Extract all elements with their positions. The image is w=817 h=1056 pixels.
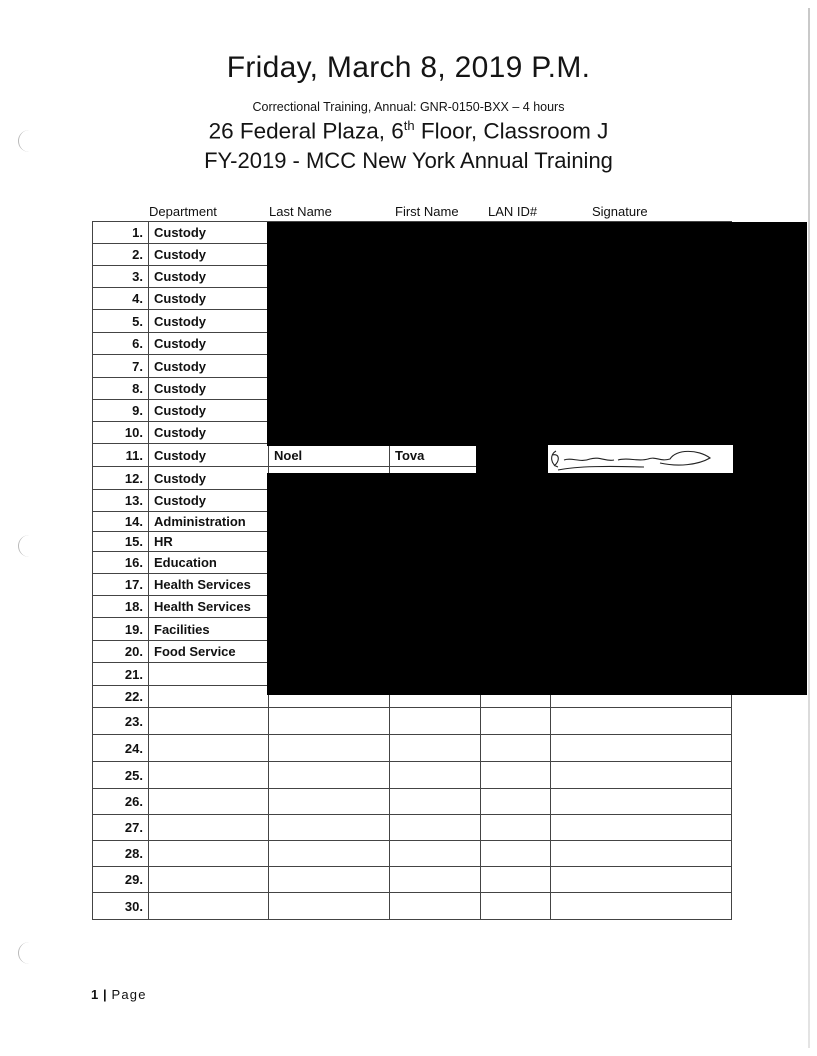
department-cell: Administration: [149, 512, 269, 532]
department-cell: [149, 893, 269, 920]
row-number: 29.: [93, 867, 149, 893]
first-name-cell: [390, 815, 481, 841]
row-number: 30.: [93, 893, 149, 920]
binder-hole-mark: [18, 942, 29, 964]
department-cell: [149, 663, 269, 686]
department-cell: Food Service: [149, 641, 269, 663]
department-cell: Custody: [149, 444, 269, 467]
row-number: 22.: [93, 686, 149, 708]
redaction-block-top: [267, 222, 807, 446]
last-name-cell: [269, 867, 390, 893]
last-name-cell: [269, 708, 390, 735]
department-cell: Custody: [149, 355, 269, 378]
first-name-cell: [390, 735, 481, 762]
last-name-cell: Noel: [269, 444, 390, 467]
row-number: 4.: [93, 288, 149, 310]
signature-cell: [551, 867, 732, 893]
department-cell: Custody: [149, 490, 269, 512]
location-text-end: Floor, Classroom J: [414, 118, 609, 144]
page-label: Page: [111, 987, 147, 1002]
page-footer: [91, 987, 147, 1002]
row-number: 14.: [93, 512, 149, 532]
location-text: 26 Federal Plaza, 6: [208, 118, 404, 144]
redaction-block-right-row-11: [733, 445, 807, 474]
department-cell: Custody: [149, 333, 269, 355]
department-cell: Custody: [149, 310, 269, 333]
department-cell: Custody: [149, 400, 269, 422]
table-row: [93, 867, 732, 893]
last-name-cell: [269, 735, 390, 762]
department-cell: Health Services: [149, 596, 269, 618]
department-cell: [149, 841, 269, 867]
department-cell: Custody: [149, 222, 269, 244]
redaction-block-bottom: [267, 473, 807, 695]
department-cell: [149, 762, 269, 789]
department-cell: Custody: [149, 288, 269, 310]
lan-id-cell: [481, 841, 551, 867]
row-number: 2.: [93, 244, 149, 266]
redaction-lan-id-row-11: [476, 445, 549, 474]
table-row: [93, 841, 732, 867]
row-number: 24.: [93, 735, 149, 762]
department-cell: [149, 708, 269, 735]
row-number: 25.: [93, 762, 149, 789]
table-row: [93, 815, 732, 841]
row-number: 27.: [93, 815, 149, 841]
row-number: 19.: [93, 618, 149, 641]
department-cell: [149, 735, 269, 762]
first-name-cell: [390, 841, 481, 867]
row-number: 23.: [93, 708, 149, 735]
lan-id-cell: [481, 867, 551, 893]
column-header-department: Department: [149, 204, 217, 219]
lan-id-cell: [481, 815, 551, 841]
lan-id-cell: [481, 789, 551, 815]
first-name-cell: [390, 789, 481, 815]
last-name-cell: [269, 893, 390, 920]
department-cell: Custody: [149, 378, 269, 400]
signature-row-11: [548, 445, 733, 473]
table-row: [93, 893, 732, 920]
lan-id-cell: [481, 708, 551, 735]
first-name-cell: [390, 893, 481, 920]
row-number: 1.: [93, 222, 149, 244]
lan-id-cell: [481, 762, 551, 789]
department-cell: Health Services: [149, 574, 269, 596]
lan-id-cell: [481, 893, 551, 920]
department-cell: Custody: [149, 467, 269, 490]
lan-id-cell: [481, 735, 551, 762]
row-number: 18.: [93, 596, 149, 618]
last-name-cell: [269, 789, 390, 815]
first-name-cell: [390, 867, 481, 893]
first-name-cell: Tova: [390, 444, 481, 467]
first-name-cell: [390, 708, 481, 735]
table-row: [93, 708, 732, 735]
binder-hole-mark: [18, 535, 29, 557]
last-name-cell: [269, 762, 390, 789]
row-number: 20.: [93, 641, 149, 663]
row-number: 8.: [93, 378, 149, 400]
signature-cell: [551, 893, 732, 920]
department-cell: [149, 815, 269, 841]
program-title: FY-2019 - MCC New York Annual Training: [204, 148, 613, 173]
row-number: 6.: [93, 333, 149, 355]
row-number: 3.: [93, 266, 149, 288]
page-separator: |: [103, 987, 107, 1002]
department-cell: [149, 686, 269, 708]
department-cell: Custody: [149, 266, 269, 288]
row-number: 13.: [93, 490, 149, 512]
table-row: [93, 735, 732, 762]
handwritten-signature: [548, 445, 733, 473]
last-name-cell: [269, 841, 390, 867]
page-number: 1: [91, 987, 99, 1002]
row-number: 17.: [93, 574, 149, 596]
column-header-first-name: First Name: [395, 204, 459, 219]
signature-cell: [551, 708, 732, 735]
training-location: [0, 118, 817, 145]
department-cell: Education: [149, 552, 269, 574]
signature-cell: [551, 789, 732, 815]
row-number: 16.: [93, 552, 149, 574]
first-name-cell: [390, 762, 481, 789]
row-number: 5.: [93, 310, 149, 333]
row-number: 10.: [93, 422, 149, 444]
column-header-signature: Signature: [592, 204, 648, 219]
department-cell: Custody: [149, 244, 269, 266]
row-number: 28.: [93, 841, 149, 867]
row-number: 9.: [93, 400, 149, 422]
table-row: [93, 789, 732, 815]
department-cell: [149, 789, 269, 815]
column-header-last-name: Last Name: [269, 204, 332, 219]
department-cell: Custody: [149, 422, 269, 444]
column-header-lan-id: LAN ID#: [488, 204, 538, 219]
signature-cell: [551, 762, 732, 789]
signature-cell: [551, 735, 732, 762]
row-number: 7.: [93, 355, 149, 378]
row-number: 12.: [93, 467, 149, 490]
last-name-cell: [269, 815, 390, 841]
row-number: 21.: [93, 663, 149, 686]
location-superscript: th: [403, 118, 415, 133]
signature-cell: [551, 815, 732, 841]
page-title: Friday, March 8, 2019 P.M.: [226, 51, 591, 84]
department-cell: [149, 867, 269, 893]
row-number: 11.: [93, 444, 149, 467]
signature-cell: [551, 841, 732, 867]
department-cell: HR: [149, 532, 269, 552]
course-subtitle: Correctional Training, Annual: GNR-0150-BXX – 4 hours: [252, 100, 565, 114]
row-number: 15.: [93, 532, 149, 552]
row-number: 26.: [93, 789, 149, 815]
table-row: [93, 762, 732, 789]
department-cell: Facilities: [149, 618, 269, 641]
